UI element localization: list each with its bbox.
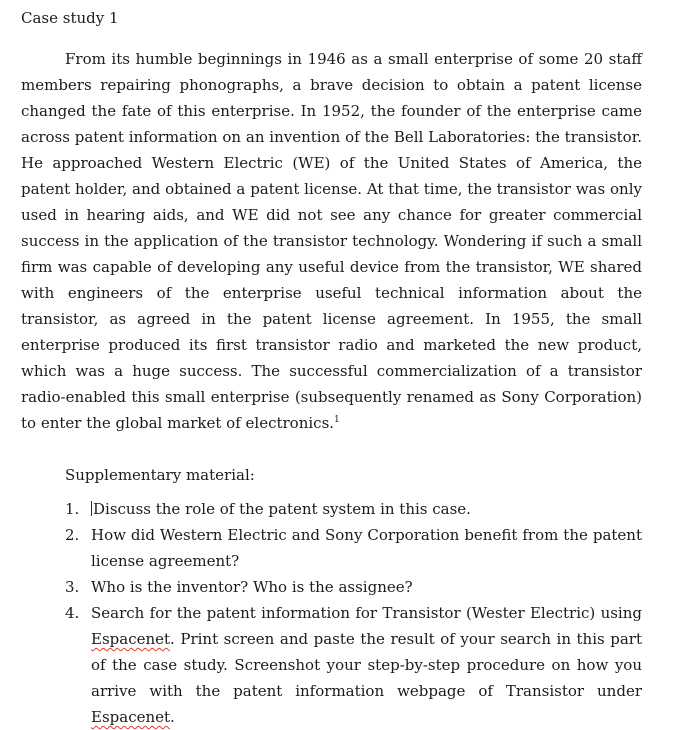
case-study-paragraph[interactable] (21, 46, 642, 436)
paragraph-text: From its humble beginnings in 1946 as a small enterprise of some 20 staff members repairing phonographs, a brave decision to obtain a patent license changed the fate of this enterprise. In 1952, the founder of the enterprise came across patent information on an invention of the Bell Laboratories: the transistor. He approached Western Electric (WE) of the United States of America, the patent holder, and obtained a patent license. At that time, the transistor was only used in hearing aids, and WE did not see any chance for greater commercial success in the application of the transistor technology. Wondering if such a small firm was capable of developing any useful device from the transistor, WE shared with engineers of the enterprise useful technical information about the transistor, as agreed in the patent license agreement. In 1955, the small enterprise produced its first transistor radio and marketed the new product, which was a huge success. The successful commercialization of a transistor radio-enabled this small enterprise (subsequently renamed as Sony Corporation) to enter the global market of electronics. (21, 50, 642, 432)
supplementary-heading: Supplementary material: (65, 466, 255, 484)
list-item-4-number: 4. (65, 604, 80, 622)
list-item-3-text: Who is the inventor? Who is the assignee? (91, 578, 413, 596)
list-item-4-text (91, 600, 642, 730)
list-item-4[interactable] (65, 600, 642, 730)
list-item-1-number: 1. (65, 500, 80, 518)
question-list[interactable] (65, 496, 642, 730)
misspelled-word-espacenet-2: Espacenet (91, 708, 171, 726)
list-item-1-text (91, 496, 642, 522)
footnote-marker: 1 (334, 415, 340, 425)
list-item-3-number: 3. (65, 578, 80, 596)
text-cursor-caret (91, 501, 92, 516)
list-item-1[interactable] (65, 496, 642, 522)
case-study-title: Case study 1 (21, 9, 119, 27)
list-item-2-text: How did Western Electric and Sony Corporation benefit from the patent license agreement? (91, 526, 642, 570)
list-item-4-seg5: . (170, 708, 175, 726)
list-item-1-text-content: Discuss the role of the patent system in this case. (93, 500, 471, 518)
list-item-3[interactable] (65, 574, 642, 600)
list-item-4-seg3: . Print screen and paste the result of your search in this part of the case study. Screenshot your step-by-step procedure on how you arrive with the patent information webpage of Transistor under (91, 630, 642, 700)
misspelled-word-espacenet-1: Espacenet (91, 630, 171, 648)
list-item-2[interactable] (65, 522, 642, 574)
list-item-2-number: 2. (65, 526, 80, 544)
list-item-4-seg1: Search for the patent information for Transistor (Wester Electric) using (91, 604, 642, 622)
